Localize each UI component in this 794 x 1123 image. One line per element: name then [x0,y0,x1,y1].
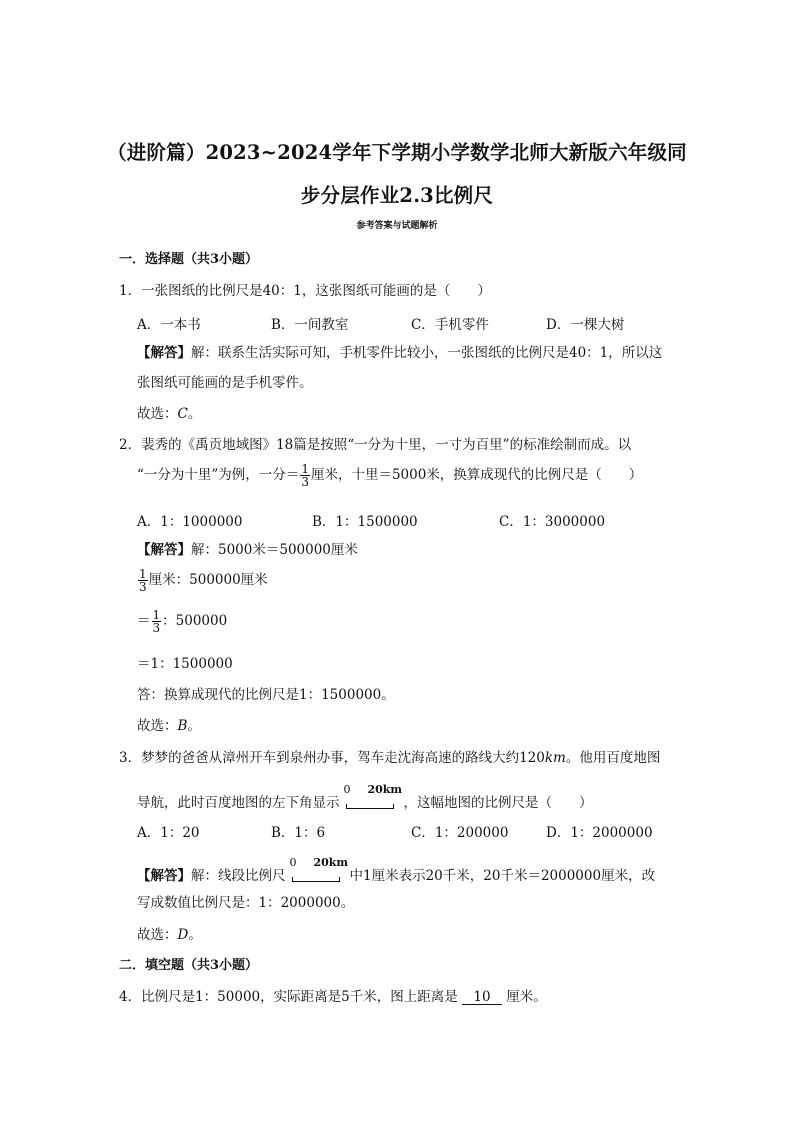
choice-letter: B [177,718,188,734]
question-3-choice [137,926,202,944]
stem-text: “一分为十里”为例，一分＝ [137,467,300,483]
document-subtitle: 参考答案与试题解析 [356,221,438,231]
scale-bar-line [346,804,394,809]
unit-km: km [544,750,566,766]
fraction-one-third [152,609,162,634]
question-3-stem-line1 [119,749,660,767]
question-2-answer-line4: ＝1：1500000 [137,656,233,672]
section-heading-fill: 二．填空题（共3小题） [119,958,259,973]
section-heading-choice: 一．选择题（共3小题） [119,252,259,267]
stem-text: ，这幅地图的比例尺是（ ） [403,795,593,811]
question-3-option-a: A．1：20 [137,825,200,841]
question-1-option-a: A．一本书 [137,317,201,333]
question-2-stem-line2 [137,463,642,488]
choice-suffix: 。 [188,927,202,943]
equals-sign: ＝ [137,613,151,629]
choice-suffix: 。 [187,718,201,734]
answer-text: ：500000 [162,613,228,629]
choice-prefix: 故选： [137,406,178,422]
answer-text: 中1厘米表示20千米，20千米＝2000000厘米，改 [349,868,656,884]
stem-text: 3．梦梦的爸爸从漳州开车到泉州办事，驾车走沈海高速的路线大约120 [119,750,545,766]
question-2-stem-line1: 2．裴秀的《禹贡地域图》18篇是按照“一分为十里，一寸为百里”的标准绘制而成。以 [119,437,632,453]
question-3-answer-line2: 写成数值比例尺是：1：2000000。 [137,895,355,911]
choice-letter: C [177,406,188,422]
answer-text: 解：5000米＝500000厘米 [191,542,358,558]
fraction-numerator: 1 [152,608,161,622]
question-3-option-b: B．1：6 [271,825,326,841]
answer-text: 厘米：500000厘米 [148,572,268,588]
fraction-denominator: 3 [139,580,147,594]
question-1-option-c: C．手机零件 [411,317,489,333]
question-1-stem: 1．一张图纸的比例尺是40：1，这张图纸可能画的是（ ） [119,283,491,299]
question-3-answer-line1 [137,856,656,885]
question-3-stem-line2 [137,783,593,812]
scale-zero-label: 0 [343,783,351,796]
question-4-stem [119,988,547,1006]
choice-suffix: 。 [187,406,202,422]
question-3-option-c: C．1：200000 [411,825,509,841]
document-title-line2: 步分层作业2.3比例尺 [300,184,494,207]
question-2-answer-line1 [137,541,358,559]
document-title-line1: （进阶篇）2023~2024学年下学期小学数学北师大新版六年级同 [107,141,687,164]
answer-blank: 10 [462,990,502,1005]
question-2-answer-line2 [137,568,268,593]
answer-text: 解：线段比例尺 [191,868,286,884]
scale-distance-label: 20km [313,856,349,869]
fraction-denominator: 3 [152,621,161,635]
question-1-answer-line2: 张图纸可能画的是手机零件。 [137,375,313,391]
scale-distance-label: 20km [367,783,403,796]
stem-text: 导航，此时百度地图的左下角显示 [137,795,340,811]
fraction-one-third [138,568,148,593]
fraction-one-third [300,463,310,488]
question-2-answer-line3 [137,609,227,634]
stem-text: 。他用百度地图 [565,750,661,766]
question-2-option-c: C．1：3000000 [499,514,606,530]
scale-bar-icon [342,783,403,811]
answer-tag: 【解答】 [137,345,191,361]
choice-prefix: 故选： [137,927,178,943]
question-1-option-d: D．一棵大树 [546,317,625,333]
scale-zero-label: 0 [289,856,297,869]
choice-prefix: 故选： [137,718,178,734]
answer-tag: 【解答】 [137,868,191,884]
stem-text: 厘米。 [506,989,547,1005]
question-1-option-b: B．一间教室 [271,317,349,333]
question-2-option-b: B．1：1500000 [312,514,418,530]
answer-tag: 【解答】 [137,542,191,558]
question-1-answer-line1 [137,344,662,362]
fraction-numerator: 1 [139,567,147,581]
scale-bar-icon [288,856,349,884]
choice-letter: D [177,927,189,943]
question-3-option-d: D．1：2000000 [546,825,653,841]
answer-text: 解：联系生活实际可知，手机零件比较小，一张图纸的比例尺是40：1，所以这 [191,345,663,361]
question-2-option-a: A．1：1000000 [137,514,243,530]
fraction-denominator: 3 [301,475,309,489]
question-1-choice [137,405,201,423]
scale-bar-line [292,877,340,882]
fraction-numerator: 1 [301,462,309,476]
question-2-choice [137,717,201,735]
stem-text: 4．比例尺是1：50000，实际距离是5千米，图上距离是 [119,989,458,1005]
stem-text: 厘米，十里＝5000米，换算成现代的比例尺是（ ） [310,467,643,483]
question-2-answer-line5: 答：换算成现代的比例尺是1：1500000。 [137,687,395,703]
